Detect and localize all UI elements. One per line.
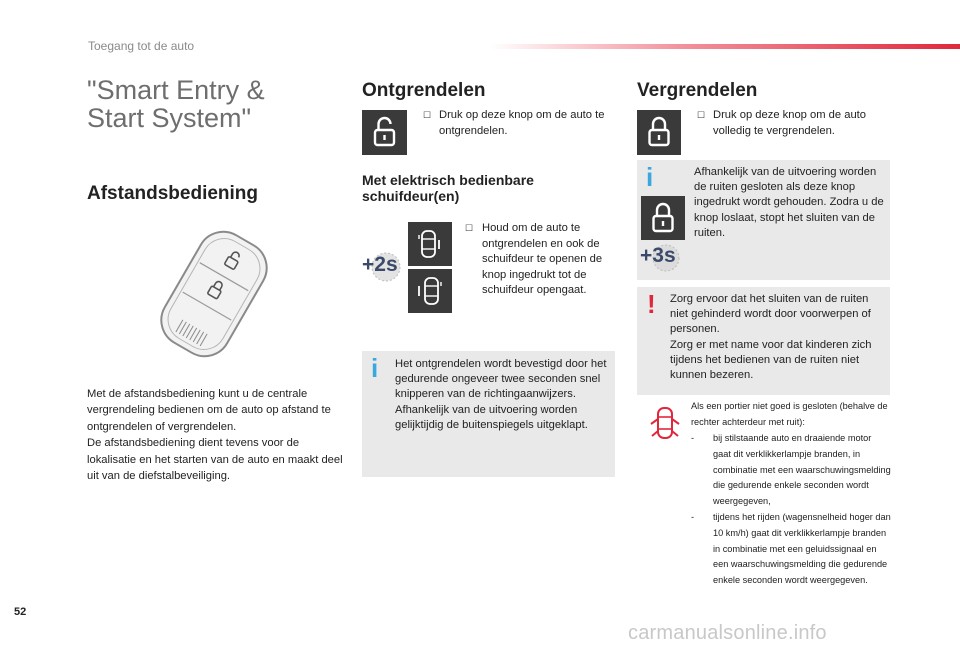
hold-3s-badge <box>640 242 684 274</box>
lock-instruction <box>697 108 887 139</box>
sliding-door-heading-line-2: schuifdeur(en) <box>362 188 460 204</box>
section-label: Toegang tot de auto <box>88 39 195 53</box>
info-icon: i <box>646 162 654 192</box>
car-door-open-warning-icon <box>645 403 685 443</box>
lock-heading: Vergrendelen <box>637 80 758 101</box>
door-warning-list <box>691 431 891 589</box>
watermark: carmanualsonline.info <box>628 622 827 644</box>
hold-3s-label: +3s <box>640 244 676 267</box>
remote-heading: Afstandsbediening <box>87 183 259 204</box>
door-warning-explanation <box>691 399 891 586</box>
page-title-line-1: "Smart Entry & <box>87 75 265 105</box>
unlock-instruction <box>423 108 613 139</box>
info-icon: i <box>371 353 379 383</box>
list-item <box>691 510 891 589</box>
sliding-door-car-open-icon <box>408 269 452 313</box>
sliding-door-instruction-text: Houd om de auto te ontgrendelen en ook de schuifdeur te openen de knop ingedrukt tot de schuifdeur opengaat. <box>482 222 603 296</box>
unlock-info-box <box>362 351 615 477</box>
bullet-glyph-icon: ☐ <box>697 110 706 120</box>
lock-button-tile <box>637 110 681 155</box>
warning-text: Zorg ervoor dat het sluiten van de ruiten niet gehinderd wordt door voorwerpen of personen. Zorg er met name voor dat kinderen zich tijdens het bedienen van de ruiten niet kunnen bezeren. <box>670 293 872 382</box>
list-dash: - <box>691 511 695 522</box>
door-warning-intro: Als een portier niet goed is gesloten (behalve de rechter achterdeur met ruit): <box>691 401 888 427</box>
sliding-door-heading <box>362 172 612 204</box>
warning-icon: ! <box>647 289 656 319</box>
hold-2s-badge <box>362 250 404 284</box>
door-open-tile-1 <box>408 222 452 266</box>
list-dash: - <box>691 433 695 443</box>
bullet-glyph-icon: ☐ <box>465 223 474 233</box>
lock-hold-tile <box>641 196 685 240</box>
list-item <box>691 431 891 510</box>
lock-instruction-text: Druk op deze knop om de auto volledig te vergrendelen. <box>713 109 866 137</box>
page-title <box>87 76 347 132</box>
unlock-instruction-text: Druk op deze knop om de auto te ontgrendelen. <box>439 109 605 137</box>
page-number: 52 <box>14 606 27 618</box>
page-title-line-2: Start System" <box>87 103 252 133</box>
unlock-info-text: Het ontgrendelen wordt bevestigd door het gedurende ongeveer twee seconden snel knipperen van de richtingaanwijzers. Afhankelijk van de uitvoering worden gelijktijdig de buitenspiegels uitgeklapt. <box>395 358 607 431</box>
sliding-door-instruction <box>465 221 615 299</box>
door-open-tile-2 <box>408 269 452 313</box>
remote-description: Met de afstandsbediening kunt u de centrale vergrendeling bedienen om de auto op afstand te ontgrendelen of vergrendelen. De afstandsbediening dient tevens voor de lokalisatie en het starten van de auto en maakt deel uit van de diefstalbeveiliging. <box>87 388 343 483</box>
list-item-text: tijdens het rijden (wagensnelheid hoger dan 10 km/h) gaat dit verklikkerlampje branden in combinatie met een geluidssignaal en een waarschuwingsmelding die gedurende enkele seconden wordt weergegeven. <box>713 511 891 586</box>
unlock-button-tile <box>362 110 407 155</box>
remote-key-icon <box>148 228 280 360</box>
window-info-box <box>637 160 890 280</box>
header-accent-bar <box>490 44 960 49</box>
list-item-text: bij stilstaande auto en draaiende motor gaat dit verklikkerlampje branden, in combinatie met een waarschuwingsmelding die gedurende enkele seconden wordt weergegeven, <box>713 433 891 507</box>
unlock-heading: Ontgrendelen <box>362 80 486 101</box>
locked-padlock-icon <box>641 196 685 240</box>
bullet-glyph-icon: ☐ <box>423 110 432 120</box>
window-info-text: Afhankelijk van de uitvoering worden de ruiten gesloten als deze knop ingedrukt wordt gehouden. Zodra u de knop loslaat, stopt het sluiten van de ruiten. <box>694 166 884 239</box>
hold-2s-label: +2s <box>362 253 398 276</box>
remote-key-illustration <box>148 228 280 360</box>
door-open-warning-lamp <box>645 403 685 443</box>
warning-box <box>637 287 890 395</box>
sliding-door-heading-line-1: Met elektrisch bedienbare <box>362 172 534 188</box>
sliding-door-car-icon <box>408 222 452 266</box>
unlocked-padlock-icon <box>362 110 407 155</box>
locked-padlock-icon <box>637 110 681 155</box>
